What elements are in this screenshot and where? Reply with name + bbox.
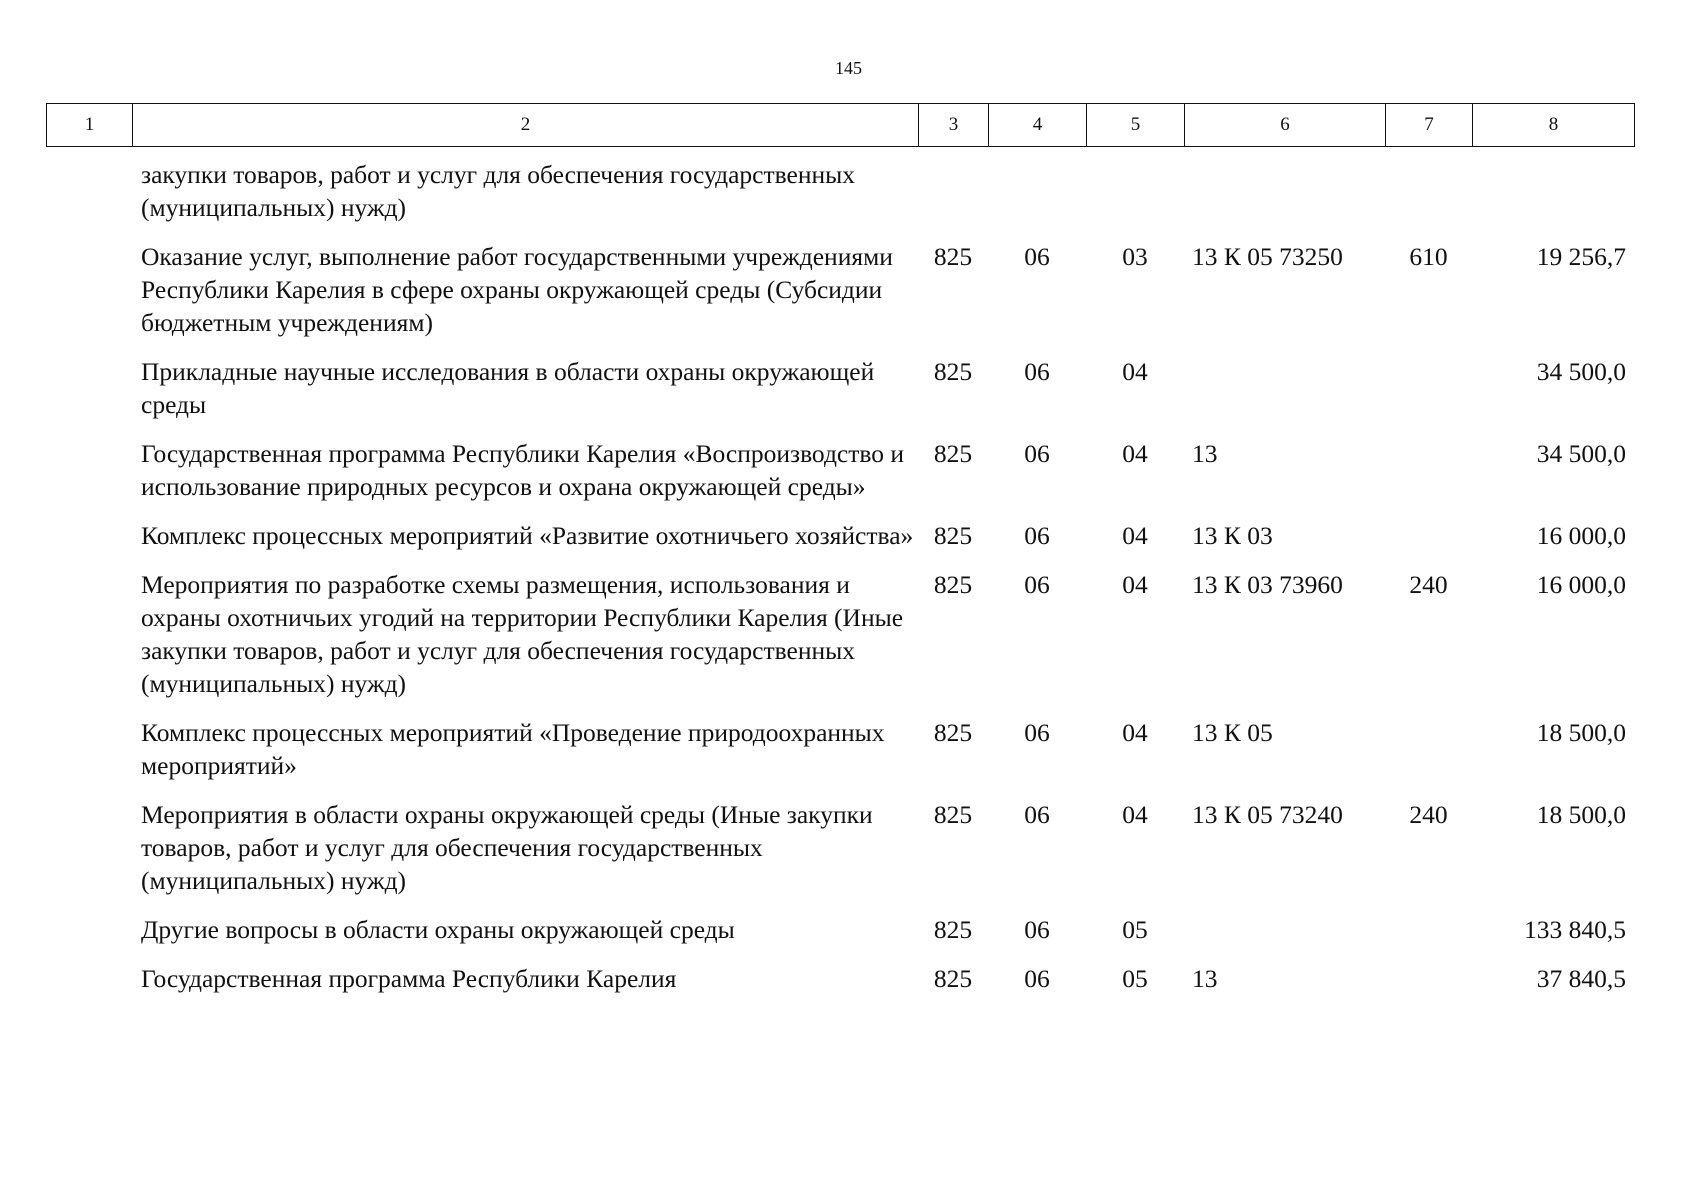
row-name: Государственная программа Республики Карелия: [141, 964, 677, 993]
column-header-row: [47, 104, 1635, 147]
row-col4: [988, 158, 1086, 240]
row-col6: 13 К 03 73960: [1192, 570, 1343, 599]
row-col4: 06: [1024, 915, 1050, 944]
row-col6: 13 К 03: [1192, 521, 1273, 550]
row-col5: 04: [1122, 800, 1148, 829]
row-col8: [1472, 158, 1634, 240]
row-name: Комплекс процессных мероприятий «Проведение природоохранных мероприятий»: [141, 718, 885, 780]
row-col3: 825: [933, 570, 973, 599]
row-col7: 610: [1409, 242, 1448, 271]
row-col7: [1385, 913, 1472, 962]
row-name: Другие вопросы в области охраны окружающей среды: [141, 915, 735, 944]
row-col7: [1385, 437, 1472, 519]
row-col3: 825: [933, 357, 973, 386]
row-col4: 06: [1024, 242, 1050, 271]
row-col5: [1086, 158, 1184, 240]
row-col7: [1385, 716, 1472, 798]
table-row: [46, 962, 1634, 1011]
row-col4: 06: [1024, 964, 1050, 993]
row-col3: 825: [933, 242, 973, 271]
row-col6: 13 К 05 73250: [1192, 242, 1343, 271]
row-col4: 06: [1024, 800, 1050, 829]
column-header: 6: [1185, 104, 1386, 147]
row-col4: 06: [1024, 718, 1050, 747]
table-row: [46, 568, 1634, 716]
column-header: 4: [989, 104, 1087, 147]
row-name: Оказание услуг, выполнение работ государственными учреждениями Республики Карелия в сфере охраны окружающей среды (Субсидии бюджетным учреждениям): [141, 242, 893, 337]
row-col4: 06: [1024, 439, 1050, 468]
column-header: 8: [1473, 104, 1635, 147]
row-col6: [1184, 158, 1385, 240]
row-col8: 37 840,5: [1536, 964, 1626, 993]
row-col5: 05: [1122, 915, 1148, 944]
row-col4: 06: [1024, 357, 1050, 386]
table-row: [46, 240, 1634, 355]
page-number: 145: [835, 58, 862, 78]
row-col6: [1184, 355, 1385, 437]
row-col8: 133 840,5: [1524, 915, 1626, 944]
row-col6: 13 К 05 73240: [1192, 800, 1343, 829]
row-col3: 825: [933, 964, 973, 993]
row-name: Государственная программа Республики Карелия «Воспроизводство и использование природных ресурсов и охрана окружающей среды»: [141, 439, 905, 501]
row-col8: 18 500,0: [1536, 800, 1626, 829]
row-name: Мероприятия по разработке схемы размещения, использования и охраны охотничьих угодий на территории Республики Карелия (Иные закупки товаров, работ и услуг для обеспечения государственных (муниципальных) нужд): [141, 570, 904, 698]
row-col3: 825: [933, 521, 973, 550]
row-name: Мероприятия в области охраны окружающей среды (Иные закупки товаров, работ и услуг для обеспечения государственных (муниципальных) нужд): [141, 800, 873, 895]
table-row: [46, 913, 1634, 962]
row-col6: 13: [1192, 964, 1218, 993]
row-col5: 04: [1122, 439, 1148, 468]
row-col5: 04: [1122, 718, 1148, 747]
row-col8: 18 500,0: [1536, 718, 1626, 747]
row-col8: 16 000,0: [1536, 521, 1626, 550]
table-row: [46, 355, 1634, 437]
row-col3: 825: [933, 439, 973, 468]
row-col4: 06: [1024, 521, 1050, 550]
row-col5: 05: [1122, 964, 1148, 993]
column-header: 5: [1087, 104, 1185, 147]
row-col7: [1385, 962, 1472, 1011]
row-col5: 04: [1122, 570, 1148, 599]
row-col3: 825: [933, 718, 973, 747]
column-header: 2: [133, 104, 919, 147]
row-col7: 240: [1409, 800, 1448, 829]
row-col8: 16 000,0: [1536, 570, 1626, 599]
row-col7: [1385, 158, 1472, 240]
row-col8: 34 500,0: [1536, 357, 1626, 386]
row-col8: 34 500,0: [1536, 439, 1626, 468]
row-col5: 04: [1122, 521, 1148, 550]
row-col3: 825: [933, 915, 973, 944]
column-header: 1: [47, 104, 133, 147]
row-col8: 19 256,7: [1536, 242, 1626, 271]
row-name: закупки товаров, работ и услуг для обеспечения государственных (муниципальных) нужд): [141, 160, 856, 222]
row-col7: [1385, 519, 1472, 568]
row-col7: [1385, 355, 1472, 437]
table-row: [46, 716, 1634, 798]
row-col5: 04: [1122, 357, 1148, 386]
row-name: Комплекс процессных мероприятий «Развитие охотничьего хозяйства»: [141, 521, 914, 550]
row-col6: 13 К 05: [1192, 718, 1273, 747]
row-col3: [918, 158, 988, 240]
table-row: [46, 519, 1634, 568]
row-col5: 03: [1122, 242, 1148, 271]
column-header: 3: [919, 104, 989, 147]
table-row: [46, 437, 1634, 519]
table-row: [46, 798, 1634, 913]
column-header: 7: [1386, 104, 1473, 147]
row-col7: 240: [1409, 570, 1448, 599]
row-col6: 13: [1192, 439, 1218, 468]
row-name: Прикладные научные исследования в области охраны окружающей среды: [141, 357, 875, 419]
table-row: [46, 158, 1634, 240]
row-col4: 06: [1024, 570, 1050, 599]
column-header-table: [46, 103, 1635, 147]
row-col6: [1184, 913, 1385, 962]
row-col3: 825: [933, 800, 973, 829]
budget-table: [46, 158, 1634, 1011]
